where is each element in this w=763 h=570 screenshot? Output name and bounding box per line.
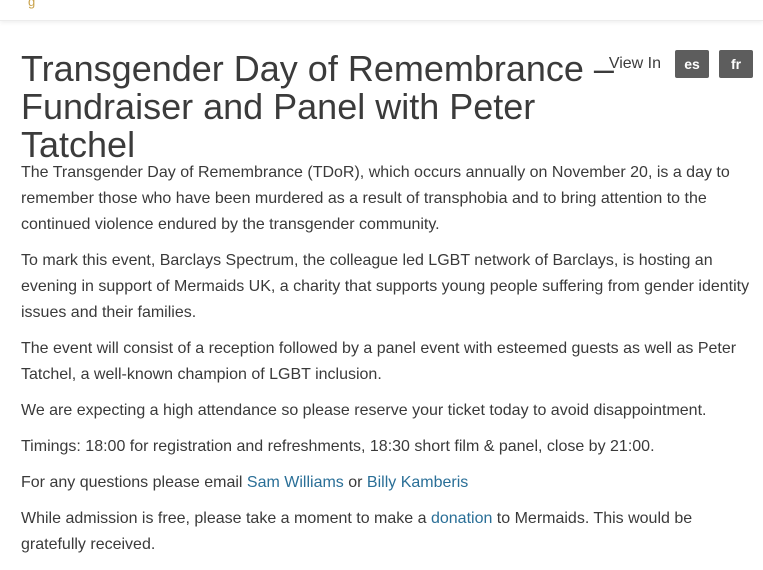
paragraph-event-host: To mark this event, Barclays Spectrum, the colleague led LGBT network of Barclays, is hosting an evening in support of Mermaids UK, a charity that supports young people suffering from gender identity issues and their families. (21, 252, 750, 321)
language-switcher (609, 50, 753, 78)
paragraph-timings: Timings: 18:00 for registration and refreshments, 18:30 short film & panel, close by 21:00. (21, 438, 655, 455)
email-link-billy-kamberis[interactable]: Billy Kamberis (366, 474, 469, 491)
page-title-line-2: Fundraiser and Panel with Peter Tatchel (21, 86, 536, 165)
article-body (21, 160, 759, 568)
contact-prefix-text: For any questions please email (21, 474, 247, 491)
paragraph-intro: The Transgender Day of Remembrance (TDoR), which occurs annually on November 20, is a day to remember those who have been murdered as a result of transphobia and to bring attention to the continued violence endured by the transgender community. (21, 164, 730, 233)
language-button-es[interactable]: es (675, 50, 709, 78)
contact-or-text: or (343, 474, 367, 491)
paragraph-attendance: We are expecting a high attendance so please reserve your ticket today to avoid disappointment. (21, 402, 707, 419)
view-in-label: View In (608, 55, 661, 72)
page-title (21, 50, 621, 164)
donation-suffix-text: to Mermaids. This would be gratefully received. (21, 510, 693, 553)
donation-prefix-text: While admission is free, please take a moment to make a (21, 510, 431, 527)
site-header-bar (0, 0, 763, 21)
donation-link[interactable]: donation (430, 510, 493, 527)
email-link-sam-williams[interactable]: Sam Williams (246, 474, 344, 491)
paragraph-contact (21, 470, 759, 496)
site-logo[interactable]: g (28, 0, 36, 9)
paragraph-event-format: The event will consist of a reception followed by a panel event with esteemed guests as well as Peter Tatchel, a well-known champion of LGBT inclusion. (21, 340, 737, 383)
language-button-fr[interactable]: fr (719, 50, 753, 78)
paragraph-donation (21, 506, 759, 558)
page-title-line-1: Transgender Day of Remembrance – (21, 48, 614, 89)
